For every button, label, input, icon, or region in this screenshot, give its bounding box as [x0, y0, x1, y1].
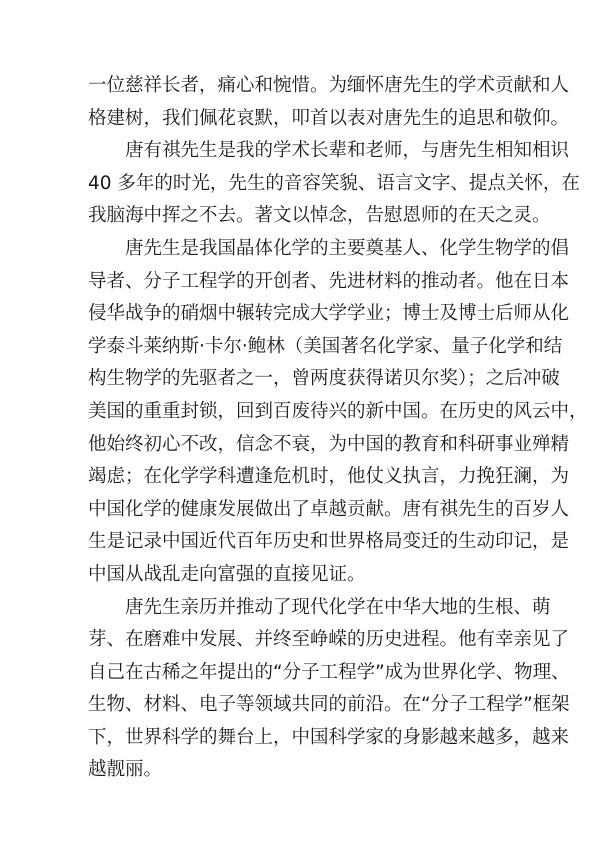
paragraph-3: [88, 233, 588, 592]
text-line: 导者、分子工程学的开创者、先进材料的推动者。他在日本: [88, 270, 570, 292]
text-line: 我脑海中挥之不去。著文以悼念，告慰恩师的在天之灵。: [88, 205, 551, 227]
text-line: 构生物学的先驱者之一，曾两度获得诺贝尔奖）；之后冲破: [88, 368, 560, 390]
text-line: 下，世界科学的舞台上，中国科学家的身影越来越多，越来: [88, 726, 570, 748]
text-line: 格建树，我们佩花哀默，叩首以表对唐先生的追思和敬仰。: [88, 107, 570, 129]
document-body: [88, 70, 588, 787]
text-line: 40 多年的时光，先生的音容笑貌、语言文字、提点关怀，在: [88, 172, 580, 194]
text-line: 生是记录中国近代百年历史和世界格局变迁的生动印记，是: [88, 531, 570, 553]
text-line: 唐先生是我国晶体化学的主要奠基人、化学生物学的倡: [88, 237, 570, 259]
text-line: 中国化学的健康发展做出了卓越贡献。唐有祺先生的百岁人: [88, 498, 570, 520]
text-line: 越靓丽。: [88, 759, 163, 781]
text-line: 中国从战乱走向富强的直接见证。: [88, 563, 366, 585]
text-line: 生物、材料、电子等领域共同的前沿。在“分子工程学”框架: [88, 694, 570, 716]
text-line: 竭虑；在化学学科遭逢危机时，他仗义执言，力挽狂澜，为: [88, 466, 570, 488]
text-line: 自己在古稀之年提出的“分子工程学”成为世界化学、物理、: [88, 661, 570, 683]
text-line: 他始终初心不改，信念不衰，为中国的教育和科研事业殚精: [88, 433, 570, 455]
text-line: 美国的重重封锁，回到百废待兴的新中国。在历史的风云中，: [88, 400, 588, 422]
text-line: 一位慈祥长者，痛心和惋惜。为缅怀唐先生的学术贡献和人: [88, 75, 570, 96]
paragraph-4: [88, 592, 570, 788]
text-line: 芽、在磨难中发展、并终至峥嵘的历史进程。他有幸亲见了: [88, 629, 570, 651]
text-line: 侵华战争的硝烟中辗转完成大学学业；博士及博士后师从化: [88, 303, 570, 325]
text-line: 学泰斗莱纳斯·卡尔·鲍林（美国著名化学家、量子化学和结: [88, 335, 563, 357]
text-line: 唐先生亲历并推动了现代化学在中华大地的生根、萌: [88, 596, 551, 618]
paragraph-1: [88, 70, 570, 135]
text-line: 唐有祺先生是我的学术长辈和老师，与唐先生相知相识: [88, 140, 570, 162]
paragraph-2: [88, 135, 580, 233]
